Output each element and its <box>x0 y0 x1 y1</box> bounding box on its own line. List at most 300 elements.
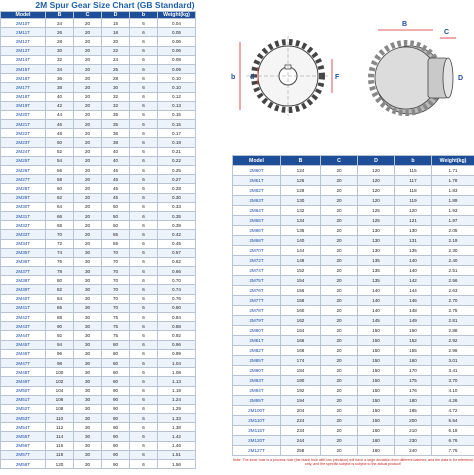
cell-value: 6 <box>130 340 158 349</box>
cell-value: 134 <box>281 216 321 226</box>
cell-model: 2M53T <box>1 414 46 423</box>
cell-model: 2M60T <box>233 166 281 176</box>
cell-value: 30 <box>102 83 130 92</box>
cell-value: 6 <box>130 92 158 101</box>
cell-value: 45 <box>102 175 130 184</box>
cell-value: 80 <box>102 358 130 367</box>
table-row <box>233 416 474 426</box>
cell-value: 20 <box>74 166 102 175</box>
cell-value: 2.40 <box>432 256 474 266</box>
cell-value: 80 <box>46 276 74 285</box>
cell-value: 1.08 <box>158 368 196 377</box>
cell-value: 1.29 <box>158 404 196 413</box>
gear-front-view <box>246 36 330 116</box>
cell-value: 152 <box>395 336 432 346</box>
cell-value: 30 <box>74 358 102 367</box>
cell-value: 20 <box>74 46 102 55</box>
cell-value: 0.08 <box>158 55 196 64</box>
cell-value: 6 <box>130 377 158 386</box>
cell-value: 0.88 <box>158 322 196 331</box>
cell-value: 6 <box>130 294 158 303</box>
cell-value: 35 <box>102 110 130 119</box>
cell-value: 60 <box>46 184 74 193</box>
cell-value: 6 <box>130 423 158 432</box>
cell-model: 2M25T <box>1 156 46 165</box>
cell-value: 6 <box>130 368 158 377</box>
cell-value: 30 <box>74 313 102 322</box>
label-c: C <box>444 29 450 36</box>
cell-value: 30 <box>74 322 102 331</box>
cell-value: 148 <box>395 306 432 316</box>
cell-model: 2M47T <box>1 358 46 367</box>
cell-model: 2M44T <box>1 331 46 340</box>
cell-value: 30 <box>74 257 102 266</box>
cell-value: 24 <box>46 19 74 28</box>
cell-value: 130 <box>281 196 321 206</box>
cell-model: 2M82T <box>233 346 281 356</box>
cell-value: 6 <box>130 37 158 46</box>
column-header-b-width: b <box>395 156 432 166</box>
cell-value: 20 <box>321 276 358 286</box>
cell-value: 70 <box>102 267 130 276</box>
cell-model: 2M39T <box>1 285 46 294</box>
table-row <box>1 377 196 386</box>
cell-value: 1.51 <box>158 450 196 459</box>
cell-value: 3.01 <box>432 356 474 366</box>
cell-value: 150 <box>358 366 395 376</box>
cell-value: 30 <box>74 248 102 257</box>
table-row <box>1 313 196 322</box>
cell-value: 6.76 <box>432 436 474 446</box>
cell-value: 160 <box>395 356 432 366</box>
label-b-top: B <box>402 21 408 28</box>
cell-model: 2M61T <box>233 176 281 186</box>
table-row <box>1 129 196 138</box>
cell-value: 2.56 <box>432 276 474 286</box>
cell-value: 70 <box>102 248 130 257</box>
label-d-hub: D <box>458 75 464 82</box>
cell-value: 28 <box>102 74 130 83</box>
cell-value: 6 <box>130 211 158 220</box>
cell-model: 2M37T <box>1 267 46 276</box>
table-row <box>1 303 196 312</box>
table-row <box>1 450 196 459</box>
cell-model: 2M70T <box>233 246 281 256</box>
cell-value: 194 <box>281 396 321 406</box>
cell-model: 2M45T <box>1 340 46 349</box>
cell-value: 140 <box>358 306 395 316</box>
cell-value: 2.70 <box>432 296 474 306</box>
cell-value: 4.10 <box>432 386 474 396</box>
cell-value: 6 <box>130 276 158 285</box>
cell-value: 6 <box>130 138 158 147</box>
cell-model: 2M31T <box>1 211 46 220</box>
cell-value: 140 <box>395 256 432 266</box>
cell-value: 70 <box>102 303 130 312</box>
cell-value: 38 <box>46 83 74 92</box>
cell-model: 2M22T <box>1 129 46 138</box>
table-row <box>1 175 196 184</box>
cell-value: 1.89 <box>432 196 474 206</box>
cell-value: 20 <box>74 92 102 101</box>
table-row <box>1 441 196 450</box>
table-row <box>233 366 474 376</box>
cell-value: 6 <box>130 184 158 193</box>
cell-value: 84 <box>46 294 74 303</box>
cell-model: 2M94T <box>233 386 281 396</box>
cell-value: 2.88 <box>432 326 474 336</box>
table-row <box>233 176 474 186</box>
cell-value: 6 <box>130 460 158 469</box>
cell-value: 55 <box>102 239 130 248</box>
cell-value: 20 <box>321 266 358 276</box>
cell-model: 2M51T <box>1 395 46 404</box>
cell-value: 58 <box>46 175 74 184</box>
cell-model: 2M93T <box>233 376 281 386</box>
cell-value: 2.75 <box>432 306 474 316</box>
cell-value: 3.41 <box>432 366 474 376</box>
cell-model: 2M15T <box>1 64 46 73</box>
table-row <box>1 368 196 377</box>
cell-value: 0.45 <box>158 239 196 248</box>
cell-value: 30 <box>74 276 102 285</box>
cell-model: 2M30T <box>1 202 46 211</box>
cell-value: 20 <box>74 156 102 165</box>
table-row <box>233 396 474 406</box>
cell-model: 2M35T <box>1 248 46 257</box>
cell-value: 6 <box>130 404 158 413</box>
table-row <box>233 206 474 216</box>
cell-model: 2M13T <box>1 46 46 55</box>
cell-value: 135 <box>358 256 395 266</box>
cell-value: 20 <box>74 147 102 156</box>
cell-model: 2M32T <box>1 221 46 230</box>
cell-value: 200 <box>395 416 432 426</box>
cell-value: 68 <box>46 221 74 230</box>
cell-value: 20 <box>321 436 358 446</box>
table-row <box>233 276 474 286</box>
cell-model: 2M38T <box>1 276 46 285</box>
column-header-model: Model <box>233 156 281 166</box>
cell-value: 30 <box>74 294 102 303</box>
table-row <box>1 211 196 220</box>
cell-value: 240 <box>395 446 432 456</box>
cell-value: 30 <box>74 285 102 294</box>
cell-value: 20 <box>321 376 358 386</box>
cell-value: 20 <box>102 37 130 46</box>
cell-model: 2M115T <box>233 426 281 436</box>
cell-value: 25 <box>102 64 130 73</box>
cell-value: 90 <box>102 423 130 432</box>
cell-model: 2M100T <box>233 406 281 416</box>
cell-value: 6 <box>130 257 158 266</box>
cell-value: 1.71 <box>432 166 474 176</box>
cell-value: 6 <box>130 331 158 340</box>
cell-value: 7.75 <box>432 446 474 456</box>
cell-value: 6 <box>130 441 158 450</box>
cell-value: 20 <box>321 256 358 266</box>
cell-value: 0.28 <box>158 184 196 193</box>
table-row <box>233 386 474 396</box>
cell-value: 120 <box>395 206 432 216</box>
cell-value: 160 <box>358 426 395 436</box>
size-table-left <box>0 11 196 469</box>
cell-value: 6 <box>130 303 158 312</box>
cell-value: 0.21 <box>158 147 196 156</box>
table-row <box>233 256 474 266</box>
cell-model: 2M48T <box>1 368 46 377</box>
cell-value: 20 <box>74 175 102 184</box>
cell-model: 2M120T <box>233 436 281 446</box>
cell-value: 1.13 <box>158 377 196 386</box>
gear-diagram <box>228 14 474 154</box>
cell-value: 20 <box>321 226 358 236</box>
cell-value: 145 <box>358 316 395 326</box>
cell-value: 88 <box>46 313 74 322</box>
cell-value: 90 <box>102 404 130 413</box>
column-header-weight: Weight(kg) <box>432 156 474 166</box>
cell-value: 190 <box>281 376 321 386</box>
table-row <box>1 46 196 55</box>
table-row <box>1 267 196 276</box>
cell-value: 102 <box>46 377 74 386</box>
cell-value: 30 <box>74 340 102 349</box>
cell-value: 20 <box>321 186 358 196</box>
cell-value: 18 <box>102 28 130 37</box>
cell-value: 20 <box>321 426 358 436</box>
cell-value: 96 <box>46 349 74 358</box>
cell-value: 0.76 <box>158 294 196 303</box>
cell-model: 2M55T <box>1 432 46 441</box>
cell-value: 2.19 <box>432 236 474 246</box>
cell-value: 20 <box>74 202 102 211</box>
cell-value: 70 <box>102 285 130 294</box>
cell-value: 20 <box>74 28 102 37</box>
cell-model: 2M17T <box>1 83 46 92</box>
cell-model: 2M49T <box>1 377 46 386</box>
cell-value: 30 <box>74 331 102 340</box>
table-row <box>1 248 196 257</box>
cell-model: 2M127T <box>233 446 281 456</box>
cell-value: 144 <box>281 246 321 256</box>
cell-value: 118 <box>395 186 432 196</box>
cell-value: 0.57 <box>158 248 196 257</box>
cell-value: 75 <box>102 331 130 340</box>
cell-value: 42 <box>46 101 74 110</box>
cell-value: 150 <box>395 326 432 336</box>
cell-value: 98 <box>46 358 74 367</box>
cell-value: 46 <box>46 120 74 129</box>
cell-value: 24 <box>102 55 130 64</box>
cell-value: 0.12 <box>158 92 196 101</box>
cell-model: 2M54T <box>1 423 46 432</box>
cell-value: 120 <box>358 186 395 196</box>
cell-value: 234 <box>281 426 321 436</box>
cell-value: 78 <box>46 267 74 276</box>
cell-value: 20 <box>321 196 358 206</box>
cell-value: 2.63 <box>432 286 474 296</box>
table-row <box>1 19 196 28</box>
cell-value: 20 <box>321 166 358 176</box>
cell-model: 2M28T <box>1 184 46 193</box>
cell-value: 30 <box>74 414 102 423</box>
cell-value: 180 <box>395 396 432 406</box>
cell-value: 20 <box>321 336 358 346</box>
cell-value: 204 <box>281 406 321 416</box>
table-row <box>1 414 196 423</box>
cell-value: 86 <box>46 303 74 312</box>
cell-value: 6 <box>130 147 158 156</box>
cell-value: 144 <box>395 286 432 296</box>
cell-value: 6 <box>130 414 158 423</box>
cell-value: 2.05 <box>432 226 474 236</box>
table-row <box>1 331 196 340</box>
cell-model: 2M75T <box>233 276 281 286</box>
cell-value: 0.33 <box>158 202 196 211</box>
cell-value: 6 <box>130 156 158 165</box>
cell-model: 2M68T <box>233 236 281 246</box>
cell-value: 6 <box>130 358 158 367</box>
cell-value: 6 <box>130 432 158 441</box>
cell-model: 2M40T <box>1 294 46 303</box>
cell-value: 131 <box>395 236 432 246</box>
cell-value: 0.15 <box>158 110 196 119</box>
table-row <box>233 346 474 356</box>
cell-value: 38 <box>102 138 130 147</box>
cell-model: 2M63T <box>233 196 281 206</box>
cell-value: 2.96 <box>432 346 474 356</box>
label-d-bore: d <box>250 74 255 81</box>
cell-value: 150 <box>358 376 395 386</box>
cell-value: 40 <box>102 156 130 165</box>
cell-value: 175 <box>395 376 432 386</box>
cell-model: 2M78T <box>233 306 281 316</box>
cell-value: 0.15 <box>158 120 196 129</box>
cell-value: 30 <box>74 404 102 413</box>
cell-value: 185 <box>395 406 432 416</box>
cell-value: 0.70 <box>158 276 196 285</box>
cell-value: 20 <box>74 211 102 220</box>
cell-value: 44 <box>46 110 74 119</box>
cell-value: 0.30 <box>158 193 196 202</box>
cell-value: 40 <box>46 92 74 101</box>
cell-model: 2M64T <box>233 206 281 216</box>
size-table-right <box>232 155 474 456</box>
table-row <box>233 336 474 346</box>
cell-value: 50 <box>102 211 130 220</box>
cell-value: 20 <box>321 206 358 216</box>
table-row <box>1 92 196 101</box>
cell-value: 0.22 <box>158 156 196 165</box>
cell-value: 135 <box>358 276 395 286</box>
cell-value: 0.84 <box>158 313 196 322</box>
table-row <box>233 356 474 366</box>
cell-value: 30 <box>74 303 102 312</box>
cell-value: 121 <box>395 216 432 226</box>
cell-model: 2M56T <box>1 441 46 450</box>
table-row <box>1 460 196 469</box>
cell-value: 6 <box>130 175 158 184</box>
cell-value: 140 <box>358 296 395 306</box>
cell-value: 136 <box>281 226 321 236</box>
cell-value: 210 <box>395 426 432 436</box>
cell-value: 32 <box>102 101 130 110</box>
cell-value: 6 <box>130 193 158 202</box>
cell-value: 2.92 <box>432 336 474 346</box>
cell-value: 6 <box>130 19 158 28</box>
cell-value: 0.74 <box>158 285 196 294</box>
table-row <box>1 221 196 230</box>
table-row <box>233 406 474 416</box>
cell-value: 40 <box>102 147 130 156</box>
cell-value: 135 <box>358 266 395 276</box>
cell-value: 0.05 <box>158 28 196 37</box>
cell-value: 30 <box>74 432 102 441</box>
table-row <box>233 436 474 446</box>
table-row <box>1 432 196 441</box>
cell-value: 20 <box>321 446 358 456</box>
cell-model: 2M110T <box>233 416 281 426</box>
cell-value: 20 <box>321 366 358 376</box>
table-row <box>1 358 196 367</box>
cell-value: 162 <box>281 316 321 326</box>
cell-value: 20 <box>74 221 102 230</box>
cell-value: 75 <box>102 313 130 322</box>
cell-model: 2M14T <box>1 55 46 64</box>
cell-value: 140 <box>281 236 321 246</box>
cell-value: 6 <box>130 322 158 331</box>
cell-model: 2M66T <box>233 226 281 236</box>
cell-value: 114 <box>46 432 74 441</box>
cell-value: 0.25 <box>158 166 196 175</box>
cell-value: 6 <box>130 386 158 395</box>
cell-value: 6 <box>130 248 158 257</box>
cell-value: 20 <box>321 416 358 426</box>
cell-value: 150 <box>358 416 395 426</box>
cell-model: 2M50T <box>1 386 46 395</box>
cell-value: 168 <box>281 346 321 356</box>
cell-value: 80 <box>102 368 130 377</box>
cell-value: 6 <box>130 120 158 129</box>
cell-model: 2M95T <box>233 396 281 406</box>
cell-value: 115 <box>395 166 432 176</box>
table-row <box>1 147 196 156</box>
cell-value: 6 <box>130 239 158 248</box>
cell-value: 118 <box>46 450 74 459</box>
cell-value: 1.24 <box>158 395 196 404</box>
cell-value: 35 <box>102 120 130 129</box>
cell-value: 20 <box>321 236 358 246</box>
cell-value: 62 <box>46 193 74 202</box>
cell-value: 6 <box>130 64 158 73</box>
cell-value: 152 <box>281 266 321 276</box>
cell-model: 2M85T <box>233 356 281 366</box>
cell-value: 6 <box>130 110 158 119</box>
table-row <box>1 395 196 404</box>
cell-value: 150 <box>358 396 395 406</box>
cell-value: 0.06 <box>158 46 196 55</box>
cell-model: 2M62T <box>233 186 281 196</box>
cell-value: 30 <box>74 395 102 404</box>
cell-value: 126 <box>281 176 321 186</box>
cell-value: 30 <box>74 377 102 386</box>
cell-value: 176 <box>395 386 432 396</box>
table-row <box>1 55 196 64</box>
table-row <box>1 28 196 37</box>
cell-value: 6 <box>130 395 158 404</box>
cell-model: 2M52T <box>1 404 46 413</box>
cell-value: 56 <box>46 166 74 175</box>
